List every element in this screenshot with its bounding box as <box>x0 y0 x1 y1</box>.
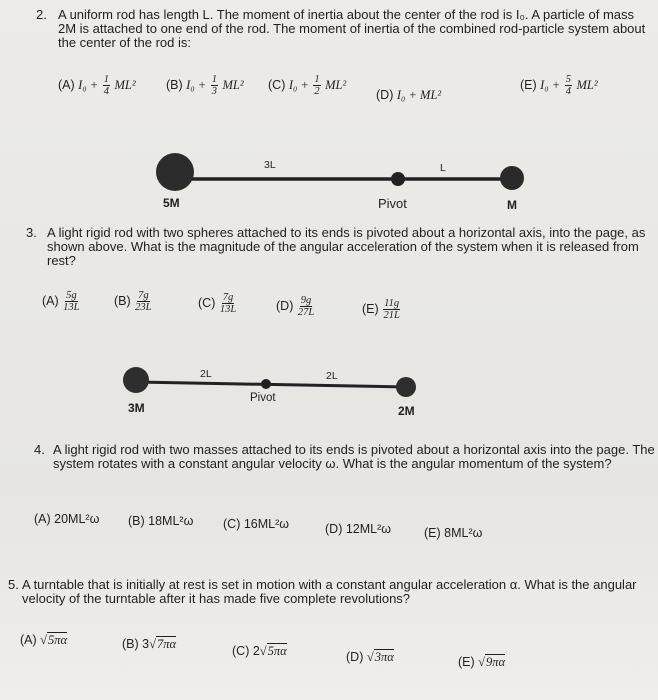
q5-option-b[interactable]: (B) 3√7πα <box>122 637 177 651</box>
q2-option-e[interactable]: (E) I₀ + $\frac{5}{4}$ ML² <box>520 74 598 97</box>
q4-option-b[interactable]: (B) 18ML²ω <box>128 514 194 528</box>
q5-text: A turntable that is initially at rest is set in motion with a constant angular acceleration α. What is the angular velocity of the turntable after it has made five complete revolutions? <box>22 577 637 606</box>
diagram1-length-right: L <box>440 162 446 174</box>
pivot-point-2 <box>261 379 271 389</box>
q4-option-d[interactable]: (D) 12ML²ω <box>325 522 392 536</box>
diagram1-mass-left: 5M <box>163 196 180 210</box>
rod-2 <box>136 382 406 387</box>
q5-number: 5. <box>8 577 19 592</box>
mass-m-sphere <box>500 166 524 190</box>
q4-number: 4. <box>34 442 45 457</box>
q3-option-c[interactable]: (C) $\frac{7g}{13L}$ <box>198 292 237 315</box>
diagram1-length-left: 3L <box>264 159 276 171</box>
q5-option-a[interactable]: (A) √5πα <box>20 633 68 647</box>
diagram2-mass-right: 2M <box>398 404 415 418</box>
q4-text: A light rigid rod with two masses attached to its ends is pivoted about a horizontal axis into the page. The system rotates with a constant angular velocity ω. What is the angular momentum of the system? <box>53 442 655 471</box>
q3-option-e[interactable]: (E) $\frac{11g}{21L}$ <box>362 298 400 321</box>
q3-option-b[interactable]: (B) $\frac{7g}{23L}$ <box>114 290 152 313</box>
q2-option-d[interactable]: (D) I₀ + ML² <box>376 88 442 102</box>
q3-text: A light rigid rod with two spheres attached to its ends is pivoted about a horizontal axis, into the page, as shown above. What is the magnitude of the angular acceleration of the system when it is released from rest? <box>47 225 646 268</box>
q2-text: A uniform rod has length L. The moment of inertia about the center of the rod is I₀. A particle of mass 2M is attached to one end of the rod. The moment of inertia of the combined rod-particle system about the center of the rod is: <box>58 7 646 50</box>
diagram2-length-right: 2L <box>326 370 338 382</box>
q2-option-c[interactable]: (C) I₀ + $\frac{1}{2}$ ML² <box>268 74 347 97</box>
q2-number: 2. <box>36 7 47 22</box>
mass-3m-sphere <box>123 367 149 393</box>
diagram1-pivot-label: Pivot <box>378 196 407 211</box>
diagram1-mass-right: M <box>507 198 517 212</box>
diagram2-pivot-label: Pivot <box>250 392 276 404</box>
pivot-point-1 <box>391 172 405 186</box>
diagram1-figure <box>140 140 550 220</box>
q4-option-e[interactable]: (E) 8ML²ω <box>424 526 483 540</box>
q2-option-a[interactable]: (A) I₀ + $\frac{1}{4}$ ML² <box>58 74 136 97</box>
q2-option-b[interactable]: (B) I₀ + $\frac{1}{3}$ ML² <box>166 74 244 97</box>
q5-option-e[interactable]: (E) √9πα <box>458 655 506 669</box>
q3-option-d[interactable]: (D) $\frac{9g}{27L}$ <box>276 295 315 318</box>
q4-option-a[interactable]: (A) 20ML²ω <box>34 512 100 526</box>
q3-option-a[interactable]: (A) $\frac{5g}{13L}$ <box>42 290 80 313</box>
mass-5m-sphere <box>156 153 194 191</box>
mass-2m-sphere <box>396 377 416 397</box>
q5-option-c[interactable]: (C) 2√5πα <box>232 644 287 658</box>
diagram2-length-left: 2L <box>200 368 212 380</box>
q3-number: 3. <box>26 225 37 240</box>
diagram2-mass-left: 3M <box>128 401 145 415</box>
q5-option-d[interactable]: (D) √3πα <box>346 650 394 664</box>
q4-option-c[interactable]: (C) 16ML²ω <box>223 517 290 531</box>
